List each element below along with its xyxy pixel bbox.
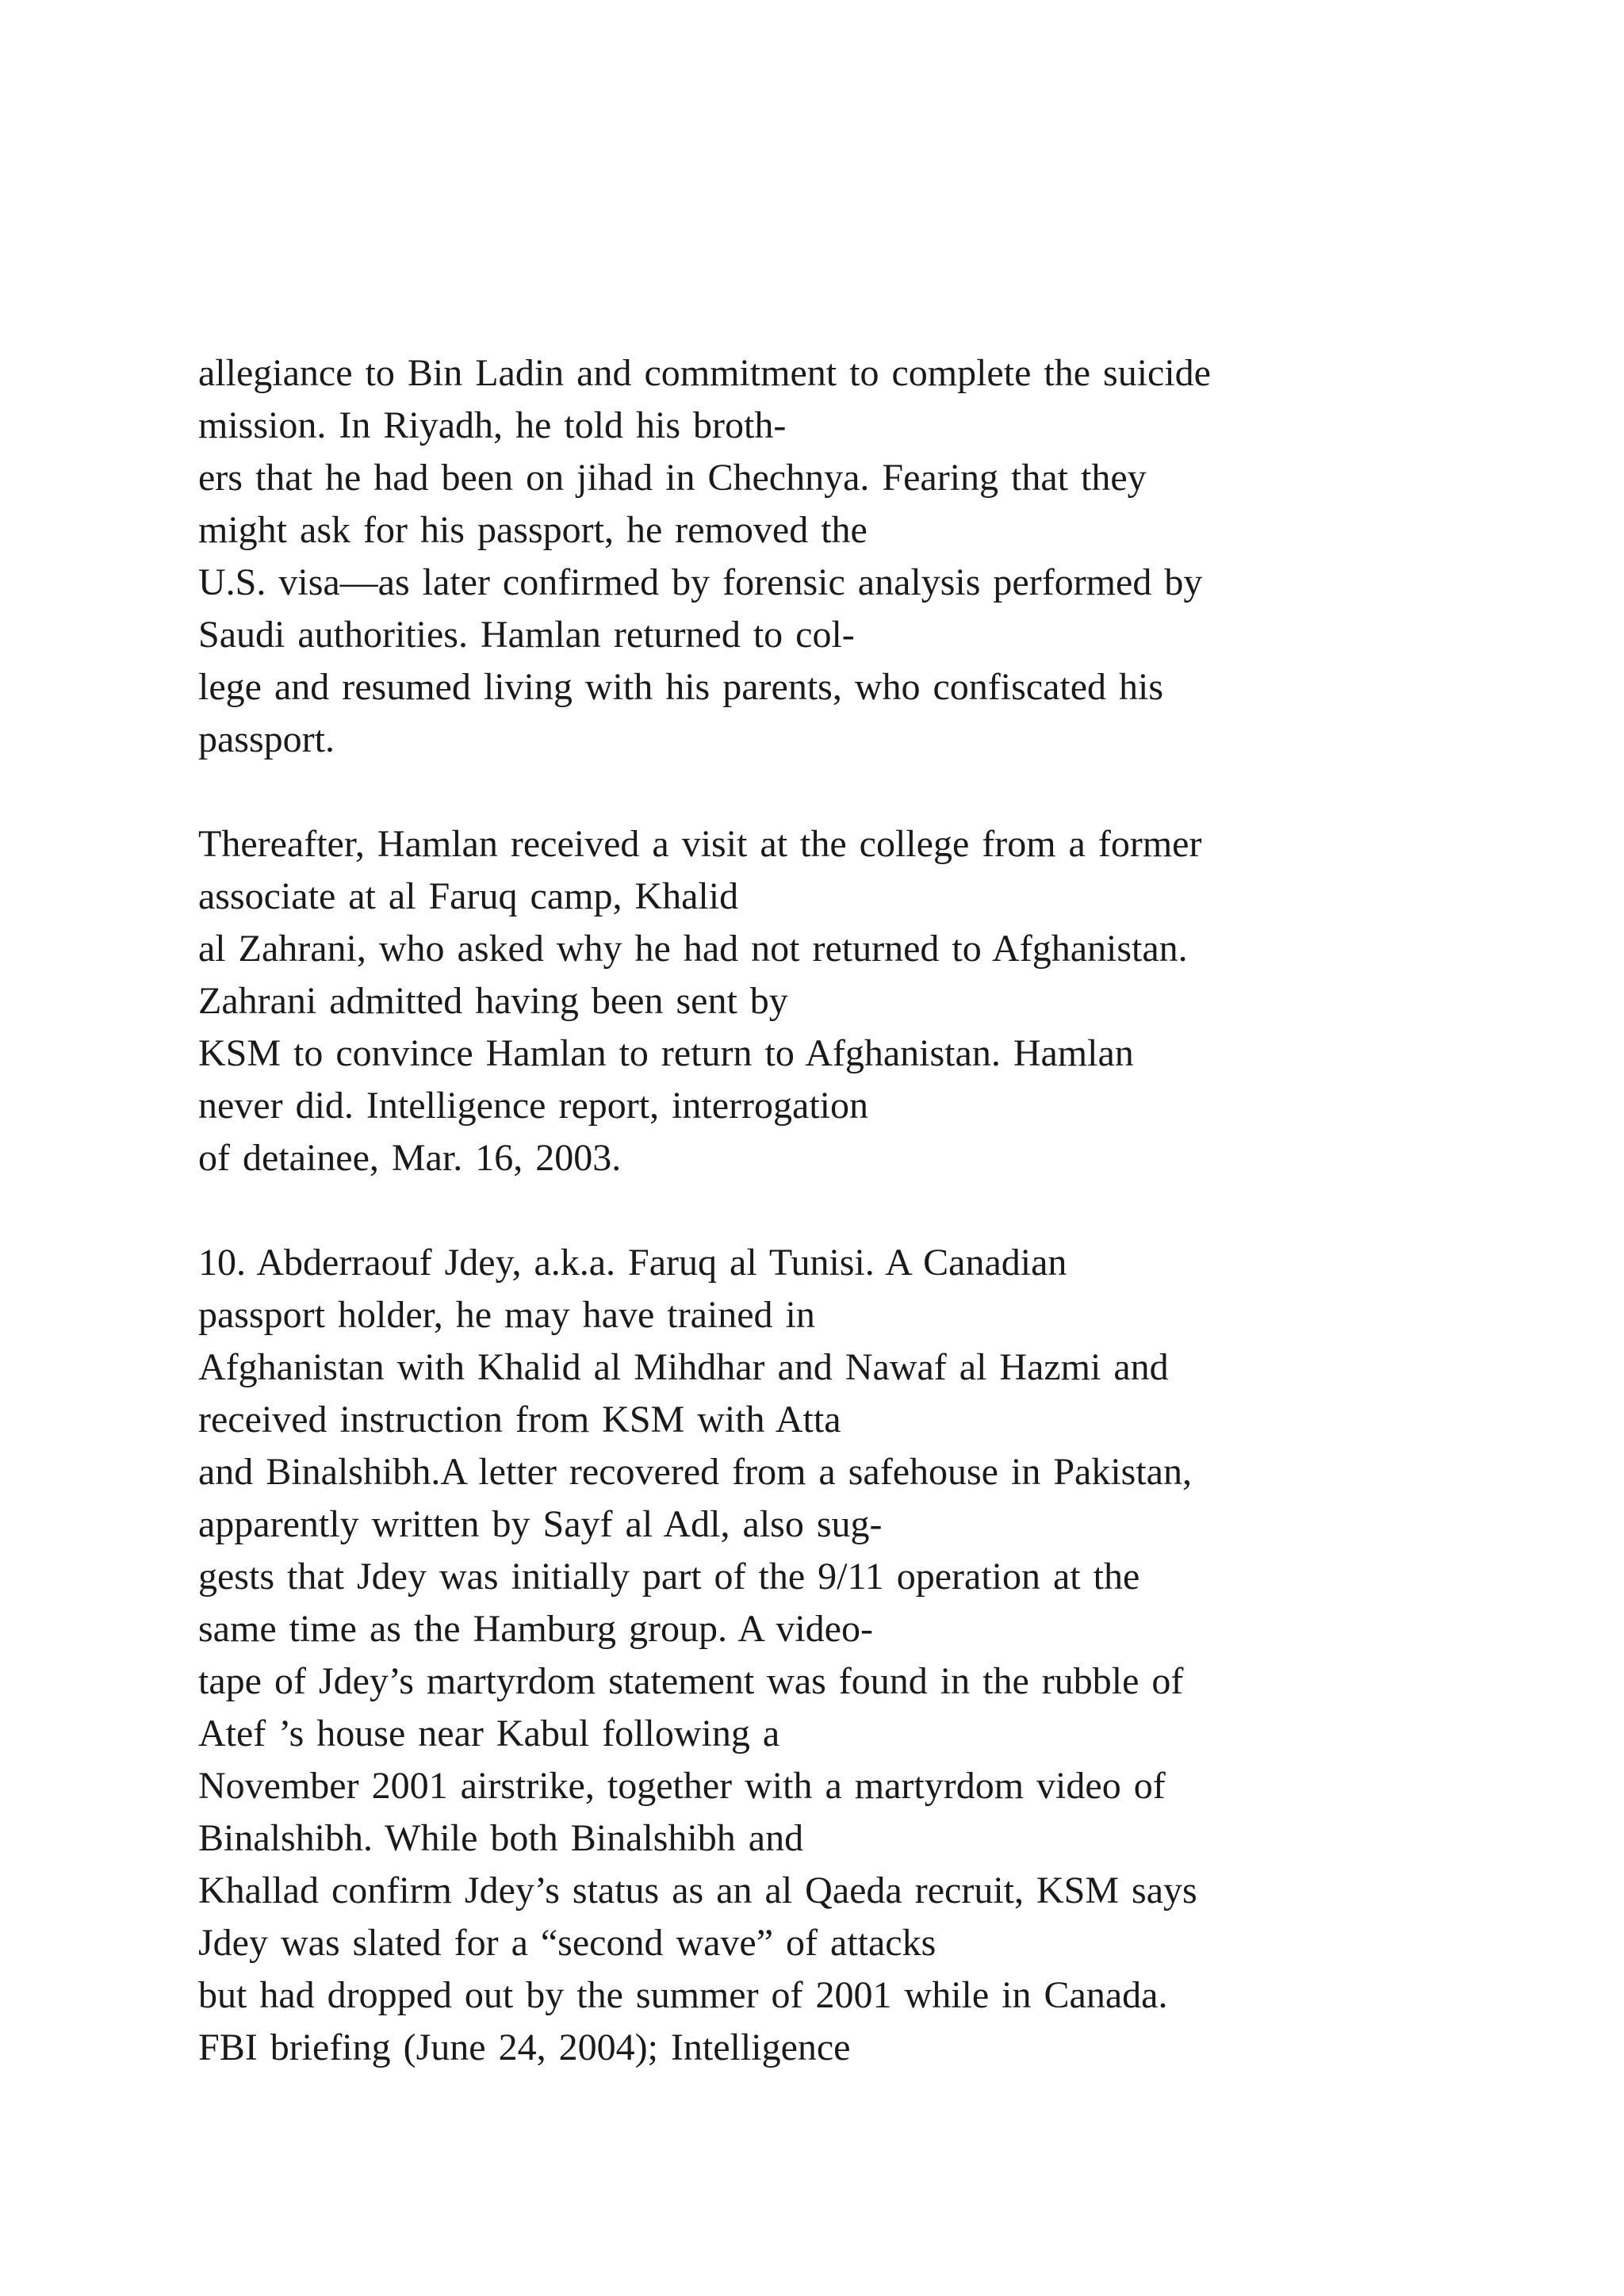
text-line: Atef ’s house near Kabul following a <box>198 1712 780 1755</box>
text-line: November 2001 airstrike, together with a martyrdom video of <box>198 1765 1166 1807</box>
text-line: mission. In Riyadh, he told his broth- <box>198 404 787 446</box>
text-line: KSM to convince Hamlan to return to Afghanistan. Hamlan <box>198 1032 1134 1074</box>
text-line: allegiance to Bin Ladin and commitment to complete the suicide <box>198 352 1211 394</box>
text-line: Jdey was slated for a “second wave” of attacks <box>198 1922 936 1964</box>
text-line: associate at al Faruq camp, Khalid <box>198 875 739 917</box>
text-line: tape of Jdey’s martyrdom statement was found in the rubble of <box>198 1660 1184 1702</box>
text-line: lege and resumed living with his parents, who confiscated his <box>198 666 1164 708</box>
text-line: FBI briefing (June 24, 2004); Intelligence <box>198 2026 851 2068</box>
text-line: received instruction from KSM with Atta <box>198 1399 841 1441</box>
text-line: Afghanistan with Khalid al Mihdhar and Nawaf al Hazmi and <box>198 1346 1169 1388</box>
text-line: apparently written by Sayf al Adl, also sug- <box>198 1503 883 1545</box>
text-line: same time as the Hamburg group. A video- <box>198 1608 873 1650</box>
text-line: Thereafter, Hamlan received a visit at the college from a former <box>198 823 1202 865</box>
document-body <box>198 347 1483 2074</box>
text-line: al Zahrani, who asked why he had not returned to Afghanistan. <box>198 928 1188 970</box>
text-line: but had dropped out by the summer of 2001 while in Canada. <box>198 1974 1168 2016</box>
paragraph-zahrani-visit <box>198 818 1483 1184</box>
text-line: Saudi authorities. Hamlan returned to col- <box>198 614 855 656</box>
paragraph-note-10-jdey <box>198 1237 1483 2074</box>
text-line: Zahrani admitted having been sent by <box>198 980 788 1022</box>
text-line: Khallad confirm Jdey’s status as an al Qaeda recruit, KSM says <box>198 1869 1197 1911</box>
text-line: ers that he had been on jihad in Chechnya. Fearing that they <box>198 457 1147 499</box>
text-line: Binalshibh. While both Binalshibh and <box>198 1817 804 1859</box>
text-line: passport holder, he may have trained in <box>198 1294 815 1336</box>
text-line: gests that Jdey was initially part of the 9/11 operation at the <box>198 1556 1140 1598</box>
text-line: 10. Abderraouf Jdey, a.k.a. Faruq al Tunisi. A Canadian <box>198 1242 1067 1284</box>
text-line: of detainee, Mar. 16, 2003. <box>198 1137 622 1179</box>
paragraph-hamlan-return <box>198 347 1483 766</box>
text-line: and Binalshibh.A letter recovered from a safehouse in Pakistan, <box>198 1451 1192 1493</box>
text-line: passport. <box>198 718 335 760</box>
text-line: might ask for his passport, he removed the <box>198 509 868 551</box>
text-line: U.S. visa—as later confirmed by forensic analysis performed by <box>198 561 1203 603</box>
text-line: never did. Intelligence report, interrogation <box>198 1085 869 1127</box>
